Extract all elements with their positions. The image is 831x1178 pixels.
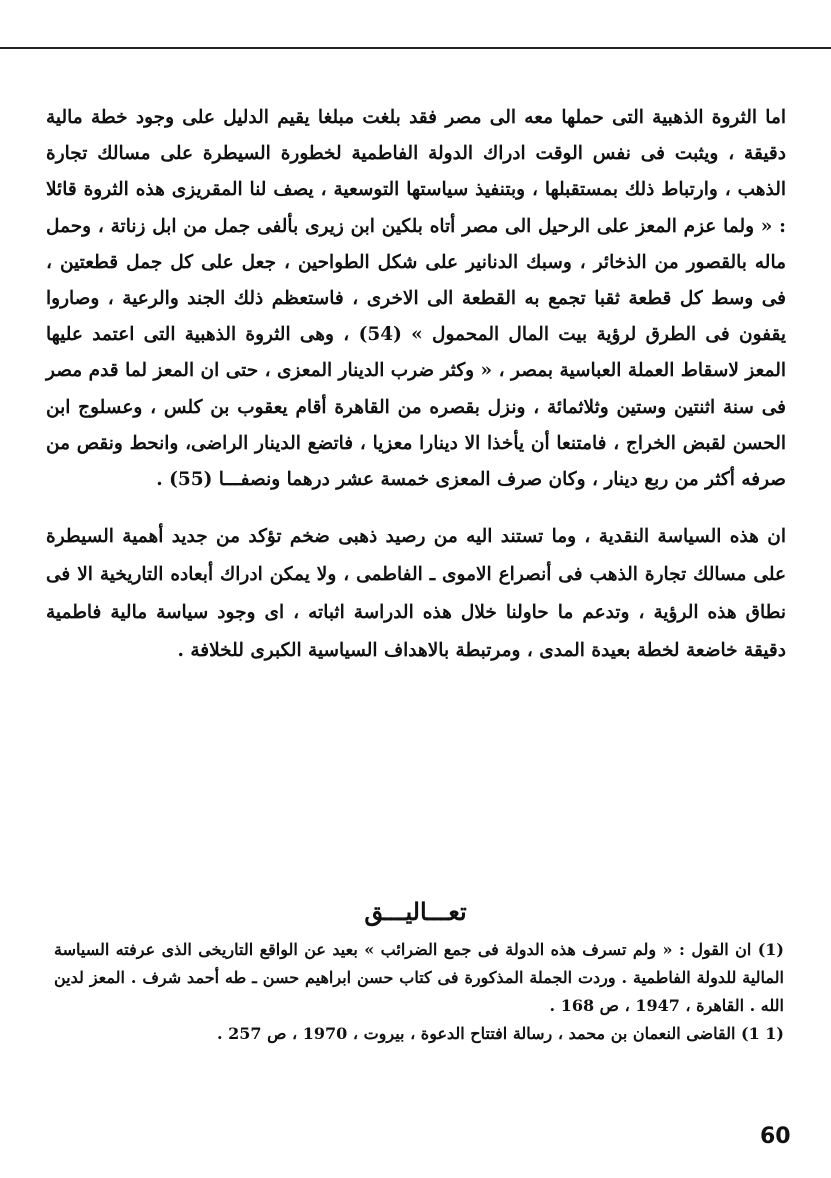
page-number: 60 <box>760 1124 791 1149</box>
footnote-1: (1) ان القول : « ولم تسرف هذه الدولة فى جمع الضرائب » بعيد عن الواقع التاريخى الذى عرفته السياسة المالية للدولة الفاطمية . وردت الجملة المذكورة فى كتاب حسن ابراهيم حسن ـ طه أحمد شرف . المعز لدين الله . القاهرة ، 1947 ، ص 168 . <box>54 940 784 1015</box>
paragraph-1 <box>46 100 786 498</box>
paragraph-1-text: اما الثروة الذهبية التى حملها معه الى مصر فقد بلغت مبلغا يقيم الدليل على وجود خطة مالية دقيقة ، ويثبت فى نفس الوقت ادراك الدولة الفاطمية لخطورة السيطرة على مسالك تجارة الذهب ، وارتباط ذلك بمستقبلها ، وبتنفيذ سياستها التوسعية ، يصف لنا المقريزى هذه الثروة قائلا : « ولما عزم المعز على الرحيل الى مصر أتاه بلكين ابن زيرى بألفى جمل من ابل زناتة ، وحمل ماله بالقصور من الذخائر ، وسبك الدنانير على شكل الطواحين ، جعل على كل جمل قطعتين ، فى وسط كل قطعة ثقبا تجمع به القطعة الى الاخرى ، فاستعظم ذلك الجند والرعية ، وصاروا يقفون فى الطرق لرؤية بيت المال المحمول » (54) ، وهى الثروة الذهبية التى اعتمد عليها المعز لاسقاط العملة العباسية بمصر ، « وكثر ضرب الدينار المعزى ، حتى ان المعز لما قدم مصر فى سنة اثنتين وستين وثلاثمائة ، ونزل بقصره من القاهرة أقام يعقوب بن كلس ، وعسلوج ابن الحسن لقبض الخراج ، فامتنعا أن يأخذا الا دينارا معزيا ، فاتضع الدينار الراضى، وانحط ونقص من صرفه أكثر من ربع دينار ، وكان صرف المعزى خمسة عشر درهما ونصفـــا (55) . <box>46 107 786 491</box>
main-text <box>46 100 786 670</box>
footnote-2: (1 1) القاضى النعمان بن محمد ، رسالة افتتاح الدعوة ، بيروت ، 1970 ، ص 257 . <box>217 1024 784 1043</box>
paragraph-2 <box>46 518 786 670</box>
paragraph-2-text: ان هذه السياسة النقدية ، وما تستند اليه من رصيد ذهبى ضخم تؤكد من جديد أهمية السيطرة على مسالك تجارة الذهب فى أنصراع الاموى ـ الفاطمى ، ولا يمكن ادراك أبعاده التاريخية الا فى نطاق هذه الرؤية ، وتدعم ما حاولنا خلال هذه الدراسة اثباته ، اى وجود سياسة مالية فاطمية دقيقة خاضعة لخطة بعيدة المدى ، ومرتبطة بالاهداف السياسية الكبرى للخلافة . <box>46 526 786 662</box>
footnotes <box>54 936 784 1048</box>
notes-heading: تعـــاليـــق <box>364 897 467 926</box>
header-rule <box>0 47 831 49</box>
